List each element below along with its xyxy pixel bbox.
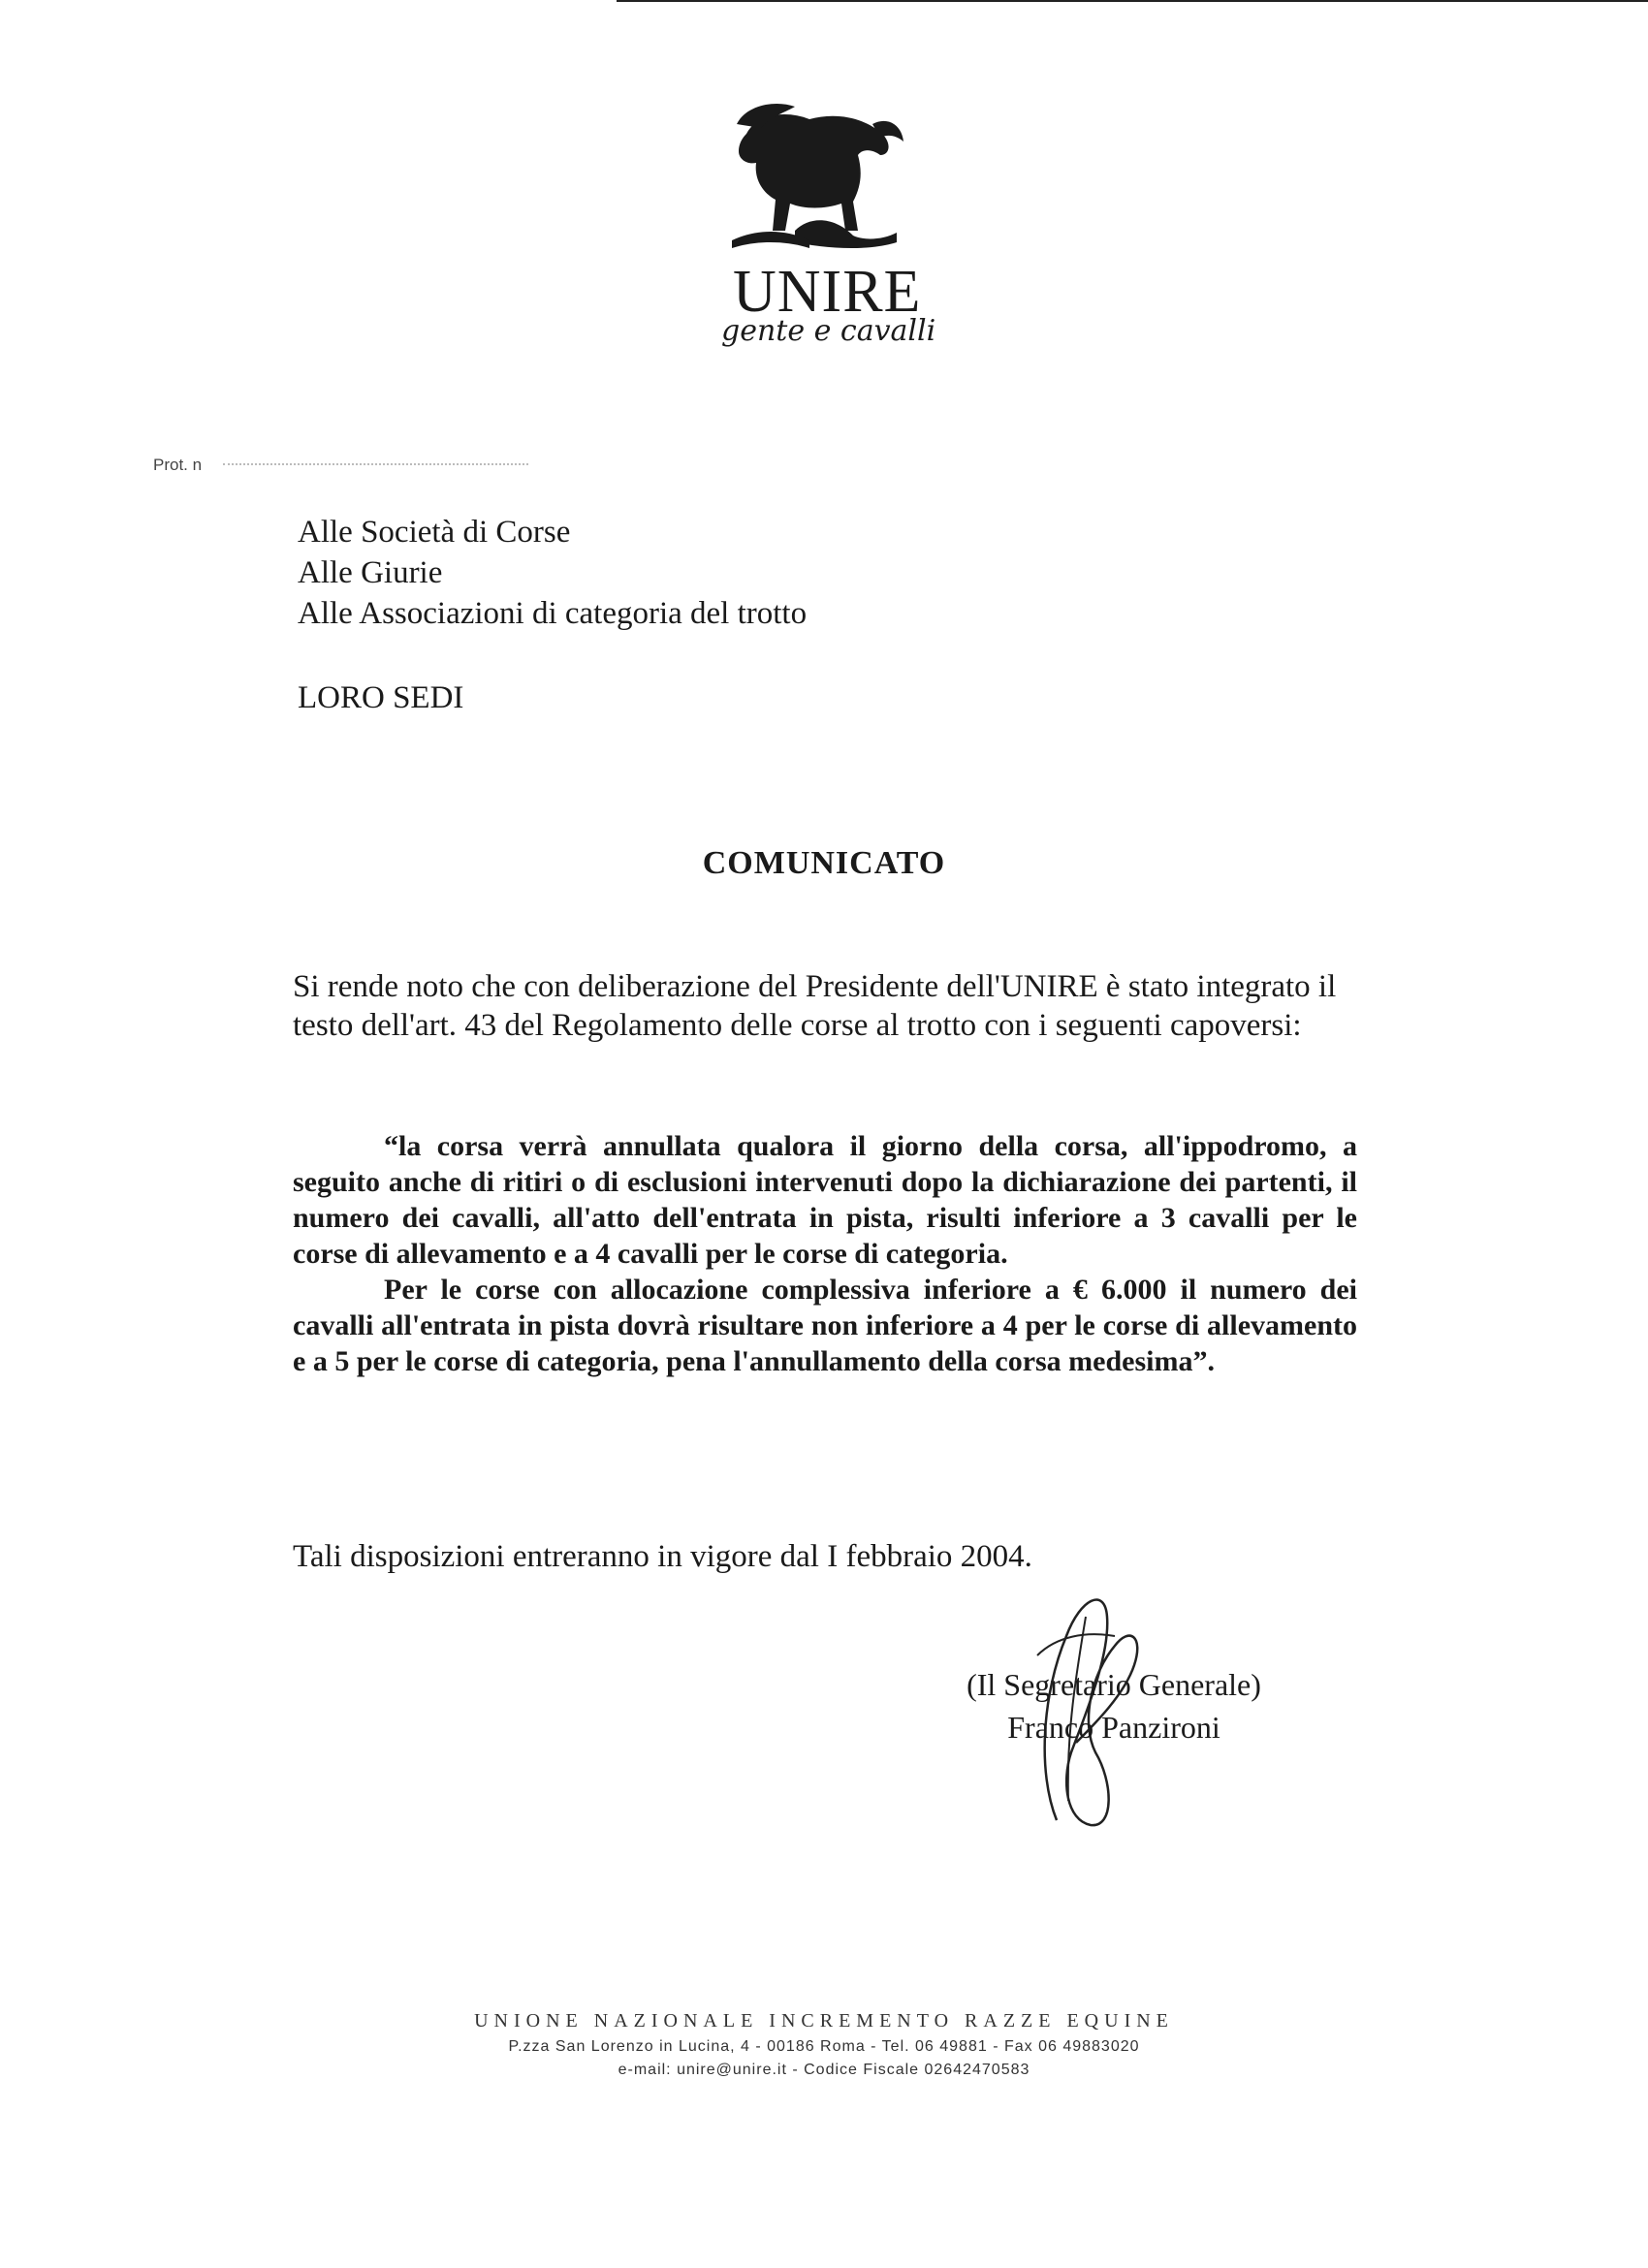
unire-logo xyxy=(717,95,969,357)
top-border-line xyxy=(617,0,1648,2)
recipients-block xyxy=(298,512,807,634)
horse-emblem-icon xyxy=(717,95,911,260)
recipient-line: Alle Giurie xyxy=(298,555,443,590)
protocol-dotted-line xyxy=(223,463,528,465)
quote-paragraph-2: Per le corse con allocazione complessiva inferiore a € 6.000 il numero dei cavalli all'entrata in pista dovrà risultare non inferiore a 4 per le corse di allevamento e a 5 per le corse di categoria, pena l'annullamento della corsa medesima”. xyxy=(293,1274,1357,1377)
footer-contact: e-mail: unire@unire.it - Codice Fiscale 02642470583 xyxy=(618,2062,1030,2078)
signatory-name: Franco Panzironi xyxy=(1007,1710,1220,1745)
footer-address: P.zza San Lorenzo in Lucina, 4 - 00186 Roma - Tel. 06 49881 - Fax 06 49883020 xyxy=(508,2038,1140,2055)
loro-sedi: LORO SEDI xyxy=(298,680,464,715)
recipient-line: Alle Associazioni di categoria del trotto xyxy=(298,596,808,631)
signature-block xyxy=(935,1663,1293,1748)
recipient-line: Alle Società di Corse xyxy=(298,515,571,550)
logo-wordmark: UNIRE xyxy=(733,259,922,325)
footer-organization: UNIONE NAZIONALE INCREMENTO RAZZE EQUINE xyxy=(474,2010,1174,2032)
closing-paragraph: Tali disposizioni entreranno in vigore dal I febbraio 2004. xyxy=(293,1539,1032,1574)
letterhead-footer xyxy=(0,2010,1648,2079)
quoted-regulation xyxy=(293,1128,1357,1379)
intro-paragraph: Si rende noto che con deliberazione del Presidente dell'UNIRE è stato integrato il testo dell'art. 43 del Regolamento delle corse al trotto con i seguenti capoversi: xyxy=(293,969,1337,1043)
quote-paragraph-1: “la corsa verrà annullata qualora il giorno della corsa, all'ippodromo, a seguito anche di ritiri o di esclusioni intervenuti dopo la dichiarazione dei partenti, il numero dei cavalli, all'atto dell'entrata in pista, risulti inferiore a 3 cavalli per le corse di allevamento e a 4 cavalli per le corse di categoria. xyxy=(293,1130,1357,1270)
document-title: COMUNICATO xyxy=(702,845,946,881)
protocol-label: Prot. n xyxy=(153,456,203,474)
logo-tagline: gente e cavalli xyxy=(721,314,936,348)
signatory-role: (Il Segretario Generale) xyxy=(967,1667,1261,1702)
